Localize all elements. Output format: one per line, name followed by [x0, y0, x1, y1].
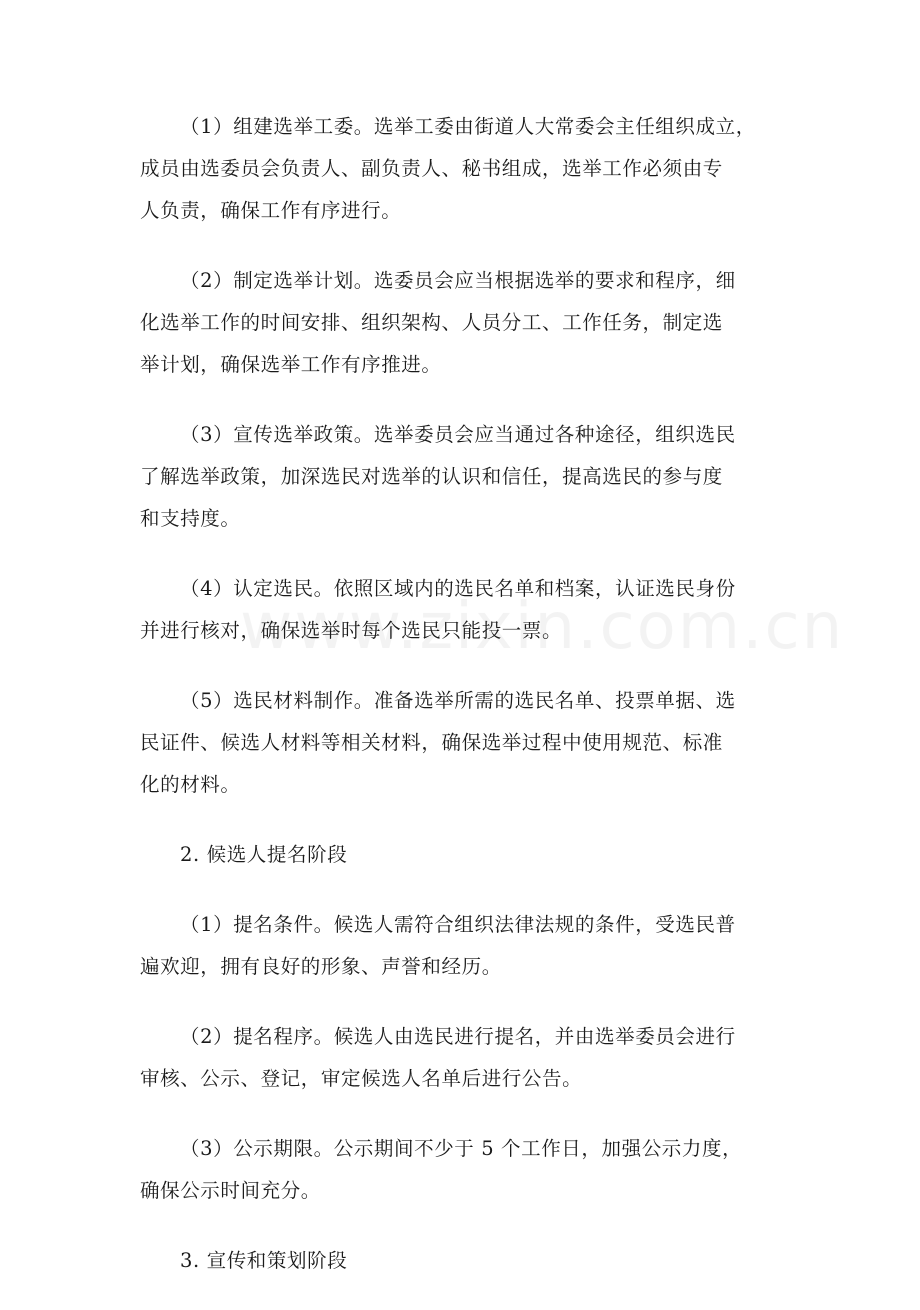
text-line: 并进行核对，确保选举时每个选民只能投一票。	[140, 619, 563, 642]
paragraph-1-3	[140, 414, 785, 540]
heading-text: 2. 候选人提名阶段	[180, 843, 348, 866]
heading-text: 3. 宣传和策划阶段	[180, 1249, 348, 1272]
paragraph-2-3	[140, 1128, 785, 1212]
text-line: 人负责，确保工作有序进行。	[140, 199, 402, 222]
text-line: 和支持度。	[140, 507, 241, 530]
text-line: 民证件、候选人材料等相关材料，确保选举过程中使用规范、标准	[140, 731, 723, 754]
text-line: （2）制定选举计划。选委员会应当根据选举的要求和程序，细	[180, 269, 736, 292]
text-line: （1）组建选举工委。选举工委由街道人大常委会主任组织成立，	[180, 115, 756, 138]
paragraph-1-5	[140, 680, 785, 806]
text-line: （2）提名程序。候选人由选民进行提名，并由选举委员会进行	[180, 1025, 736, 1048]
paragraph-1-2	[140, 260, 785, 386]
text-line: 审核、公示、登记，审定候选人名单后进行公告。	[140, 1067, 583, 1090]
text-line: 化的材料。	[140, 773, 241, 796]
text-line: （5）选民材料制作。准备选举所需的选民名单、投票单据、选	[180, 689, 736, 712]
text-line: （3）公示期限。公示期间不少于 5 个工作日，加强公示力度，	[180, 1137, 743, 1160]
text-line: 确保公示时间充分。	[140, 1179, 321, 1202]
paragraph-2-1	[140, 904, 785, 988]
document-body	[140, 106, 785, 1310]
text-line: 举计划，确保选举工作有序推进。	[140, 353, 442, 376]
text-line: 成员由选委员会负责人、副负责人、秘书组成，选举工作必须由专	[140, 157, 723, 180]
paragraph-1-1	[140, 106, 785, 232]
text-line: 化选举工作的时间安排、组织架构、人员分工、工作任务，制定选	[140, 311, 723, 334]
text-line: （4）认定选民。依照区域内的选民名单和档案，认证选民身份	[180, 577, 736, 600]
paragraph-1-4	[140, 568, 785, 652]
text-line: 遍欢迎，拥有良好的形象、声誉和经历。	[140, 955, 502, 978]
paragraph-2-2	[140, 1016, 785, 1100]
text-line: 了解选举政策，加深选民对选举的认识和信任，提高选民的参与度	[140, 465, 723, 488]
text-line: （1）提名条件。候选人需符合组织法律法规的条件，受选民普	[180, 913, 736, 936]
section-heading-3	[140, 1240, 785, 1282]
text-line: （3）宣传选举政策。选举委员会应当通过各种途径，组织选民	[180, 423, 736, 446]
section-heading-2	[140, 834, 785, 876]
